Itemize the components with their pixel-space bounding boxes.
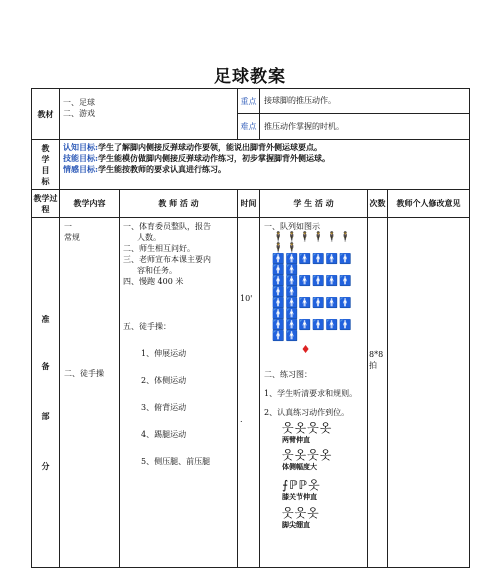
goal-skill: 技能目标:学生能模仿做脚内侧接反弹球动作练习，初步掌握脚背外侧运球。 — [63, 153, 330, 163]
header-student: 学 生 活 动 — [260, 190, 368, 218]
focus-label: 重点 — [238, 89, 260, 114]
content-item: 一 — [64, 222, 72, 231]
stick-figure-icon: 웃옷웃옷 — [282, 421, 333, 435]
prep-phase-label: 准 备 部 分 — [32, 218, 60, 568]
header-process: 教学过程 — [32, 190, 60, 218]
material-item: 二、游戏 — [63, 109, 95, 118]
header-content: 教学内容 — [60, 190, 120, 218]
exercise-figures — [264, 422, 363, 531]
time-cell: 10' . — [238, 218, 260, 568]
material-list — [60, 89, 238, 140]
teacher-activity: 一、体育委员整队，报告 人数。 二、师生相互问好。 三、老师宣布本课主要内 容和任务。 四、慢跑 400 米 五、徒手操： 1、伸展运动 2、体侧运动 3、俯背运动 4、踢腿运动 5、侧压腿、前压腿 — [120, 218, 238, 568]
formation-figure: 🕴🕴🕴🕴🕴🕴🕴🕴 🚹🚹🚹🚹🚹🚹🚹🚹 🚹🚹🚹🚹🚹🚹🚹🚹 🚹🚹🚹🚹🚹🚹🚹🚹 🚹🚹🚹🚹🚹🚹🚹🚹 ♦ — [264, 232, 363, 355]
lesson-plan-table — [31, 88, 470, 568]
content-item: 常规 — [64, 233, 80, 242]
student-activity: 一、队列如图示 🕴🕴🕴🕴🕴🕴🕴🕴 🚹🚹🚹🚹🚹🚹🚹🚹 🚹🚹🚹🚹🚹🚹🚹🚹 🚹🚹🚹🚹🚹🚹🚹🚹 🚹🚹🚹🚹🚹🚹🚹🚹 ♦ 二、练习图： 1、学生听清要求和规则。 2、认真练习动作到位。 웃옷웃옷 两臂伸直 웃옷웃옷 体侧幅度大 ⨍ℙℙ옷 膝关节伸直 웃웃옷 脚尖绷直 — [260, 218, 368, 568]
material-label: 教材 — [32, 89, 60, 140]
header-time: 时间 — [238, 190, 260, 218]
stick-figure-icon: 웃옷웃옷 — [282, 448, 333, 462]
stick-figure-icon: ⨍ℙℙ옷 — [282, 478, 321, 492]
page-title: 足球教案 — [214, 67, 286, 87]
material-item: 一、足球 — [63, 98, 95, 107]
header-edit: 教师个人修改意见 — [388, 190, 470, 218]
header-count: 次数 — [368, 190, 388, 218]
focus-text: 接球脚的推压动作。 — [260, 89, 470, 114]
edit-cell — [388, 218, 470, 568]
goals-label: 教 学 目 标 — [32, 140, 60, 190]
figure-caption: 体侧幅度大 — [282, 463, 317, 471]
time-value: 10' — [240, 294, 253, 303]
prep-content — [60, 218, 120, 568]
figure-caption: 两臂伸直 — [282, 436, 310, 444]
figure-caption: 膝关节伸直 — [282, 493, 317, 501]
content-item: 二、徒手操 — [64, 369, 104, 378]
difficulty-text: 推压动作掌握的时机。 — [260, 114, 470, 140]
goal-emotion: 情感目标:学生能按教师的要求认真进行练习。 — [63, 164, 226, 174]
teacher-marker-icon: ♦ — [300, 343, 311, 356]
stick-figure-icon: 웃웃옷 — [282, 506, 320, 520]
count-cell: 8*8 拍 — [368, 218, 388, 568]
goal-cognitive: 认知目标:学生了解脚内侧接反弹球动作要领，能说出脚背外侧运球要点。 — [63, 142, 322, 152]
header-teacher: 教 师 活 动 — [120, 190, 238, 218]
difficulty-label: 难点 — [238, 114, 260, 140]
goals-list — [60, 140, 470, 190]
figure-caption: 脚尖绷直 — [282, 521, 310, 529]
